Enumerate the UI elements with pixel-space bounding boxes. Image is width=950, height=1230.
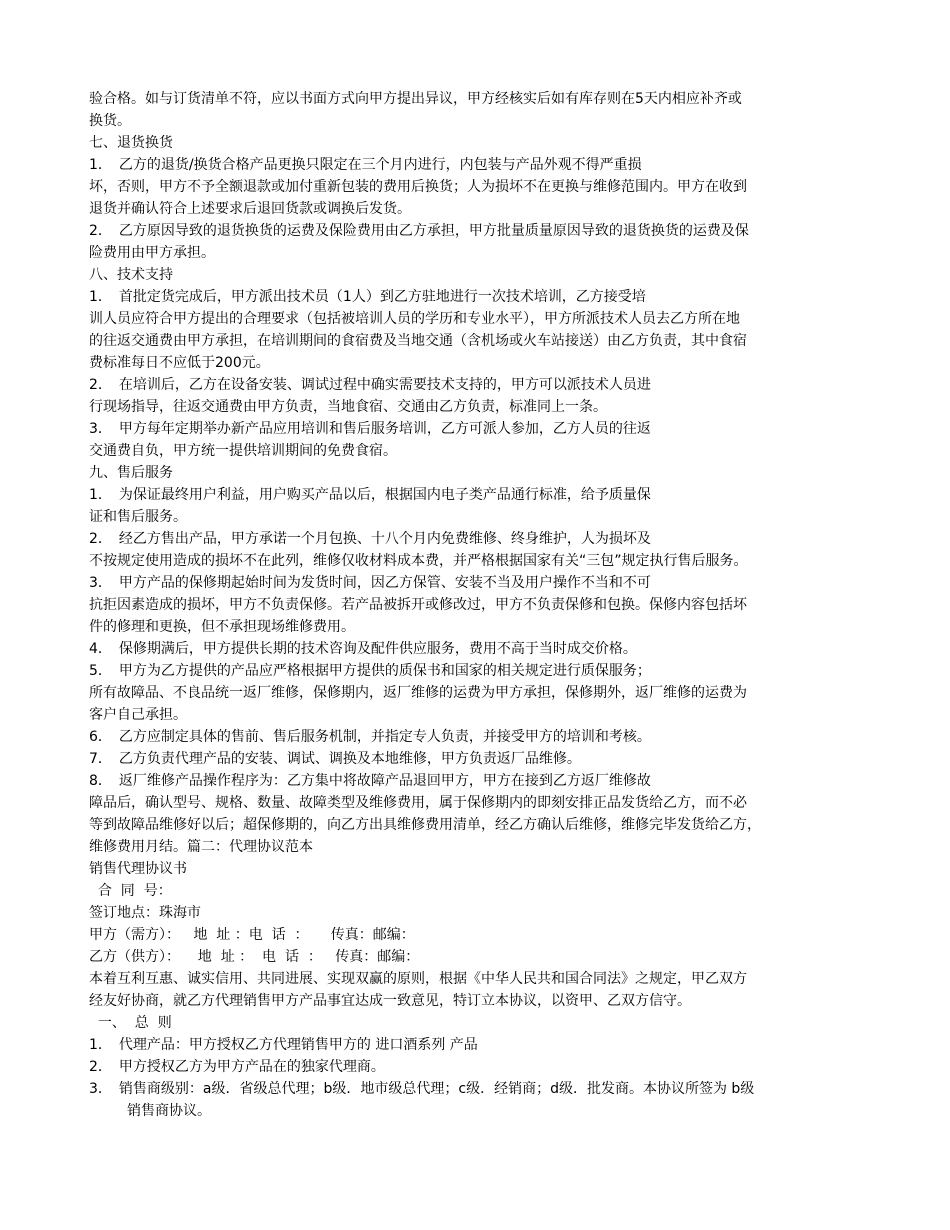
text-line: 2． 在培训后，乙方在设备安装、调试过程中确实需要技术支持的，甲方可以派技术人员进	[89, 377, 651, 393]
text-line: 训人员应符合甲方提出的合理要求（包括被培训人员的学历和专业水平），甲方所派技术人员去乙方所在地	[89, 311, 740, 327]
section-heading: 七、退货换货	[89, 135, 173, 151]
text-line: 维修费用月结。篇二：代理协议范本	[89, 839, 313, 855]
text-line: 3． 甲方每年定期举办新产品应用培训和售后服务培训，乙方可派人参加，乙方人员的往返	[89, 421, 651, 437]
section-heading: 九、售后服务	[89, 465, 173, 481]
agreement-title: 销售代理协议书	[89, 861, 187, 877]
text-line: 不按规定使用造成的损坏不在此列，维修仅收材料成本费，并严格根据国家有关“三包”规定执行售后服务。	[89, 553, 748, 569]
text-line: 销售商协议。	[127, 1103, 211, 1119]
text-line: 1． 首批定货完成后，甲方派出技术员（1人）到乙方驻地进行一次技术培训，乙方接受培	[89, 289, 646, 305]
text-line: 费标准每日不应低于200元。	[89, 355, 270, 371]
text-line: 5． 甲方为乙方提供的产品应严格根据甲方提供的质保书和国家的相关规定进行质保服务；	[89, 663, 651, 679]
section-heading: 一、 总 则	[89, 1015, 172, 1031]
text-line: 2． 乙方原因导致的退货换货的运费及保险费用由乙方承担，甲方批量质量原因导致的退货换货的运费及保	[89, 223, 749, 239]
text-line: 验合格。如与订货清单不符，应以书面方式向甲方提出异议，甲方经核实后如有库存则在5天内相应补齐或	[89, 91, 742, 107]
text-line: 3． 销售商级别：a级．省级总代理；b级．地市级总代理；c级．经销商；d级．批发商。本协议所签为 b级	[89, 1081, 755, 1097]
text-line: 坏，否则，甲方不予全额退款或加付重新包装的费用后换货；人为损坏不在更换与维修范围内。甲方在收到	[89, 179, 747, 195]
text-line: 2． 甲方授权乙方为甲方产品在的独家代理商。	[89, 1059, 385, 1075]
text-line: 8． 返厂维修产品操作程序为：乙方集中将故障产品退回甲方，甲方在接到乙方返厂维修故	[89, 773, 651, 789]
contract-number-field: 合 同 号：	[89, 883, 172, 899]
text-line: 客户自己承担。	[89, 707, 187, 723]
text-line: 3． 甲方产品的保修期起始时间为发货时间，因乙方保管、安装不当及用户操作不当和不可	[89, 575, 651, 591]
text-line: 障品后，确认型号、规格、数量、故障类型及维修费用，属于保修期内的即刻安排正品发货给乙方，而不必	[89, 795, 747, 811]
text-line: 等到故障品维修好以后；超保修期的，向乙方出具维修费用清单，经乙方确认后维修，维修完毕发货给乙方，	[89, 817, 761, 833]
signing-location: 签订地点：珠海市	[89, 905, 201, 921]
text-line: 抗拒因素造成的损坏，甲方不负责保修。若产品被拆开或修改过，甲方不负责保修和包换。保修内容包括坏	[89, 597, 747, 613]
text-line: 证和售后服务。	[89, 509, 187, 525]
text-line: 的往返交通费由甲方承担，在培训期间的食宿费及当地交通（含机场或火车站接送）由乙方负责，其中食宿	[89, 333, 747, 349]
text-line: 本着互利互惠、诚实信用、共同进展、实现双赢的原则，根据《中华人民共和国合同法》之规定，甲乙双方	[89, 971, 747, 987]
text-line: 件的修理和更换，但不承担现场维修费用。	[89, 619, 355, 635]
text-line: 经友好协商，就乙方代理销售甲方产品事宜达成一致意见，特订立本协议，以资甲、乙双方信守。	[89, 993, 691, 1009]
party-a-info: 甲方（需方）： 地 址 ：电 话 ： 传真：邮编：	[89, 927, 415, 943]
party-b-info: 乙方（供方）： 地 址 ： 电 话 ： 传真：邮编：	[89, 949, 420, 965]
text-line: 1． 乙方的退货/换货合格产品更换只限定在三个月内进行，内包装与产品外观不得严重损	[89, 157, 642, 173]
text-line: 6． 乙方应制定具体的售前、售后服务机制，并指定专人负责，并接受甲方的培训和考核。	[89, 729, 651, 745]
text-line: 交通费自负，甲方统一提供培训期间的免费食宿。	[89, 443, 397, 459]
text-line: 7． 乙方负责代理产品的安装、调试、调换及本地维修，甲方负责返厂品维修。	[89, 751, 581, 767]
text-line: 险费用由甲方承担。	[89, 245, 215, 261]
text-line: 1． 为保证最终用户利益，用户购买产品以后，根据国内电子类产品通行标准，给予质量保	[89, 487, 651, 503]
text-line: 行现场指导，往返交通费由甲方负责，当地食宿、交通由乙方负责，标准同上一条。	[89, 399, 607, 415]
section-heading: 八、技术支持	[89, 267, 173, 283]
text-line: 1． 代理产品：甲方授权乙方代理销售甲方的 进口酒系列 产品	[89, 1037, 478, 1053]
text-line: 换货。	[89, 113, 131, 129]
text-line: 所有故障品、不良品统一返厂维修，保修期内，返厂维修的运费为甲方承担，保修期外，返厂维修的运费为	[89, 685, 747, 701]
text-line: 退货并确认符合上述要求后退回货款或调换后发货。	[89, 201, 411, 217]
text-line: 2． 经乙方售出产品，甲方承诺一个月包换、十八个月内免费维修、终身维护，人为损坏及	[89, 531, 651, 547]
text-line: 4． 保修期满后，甲方提供长期的技术咨询及配件供应服务，费用不高于当时成交价格。	[89, 641, 637, 657]
